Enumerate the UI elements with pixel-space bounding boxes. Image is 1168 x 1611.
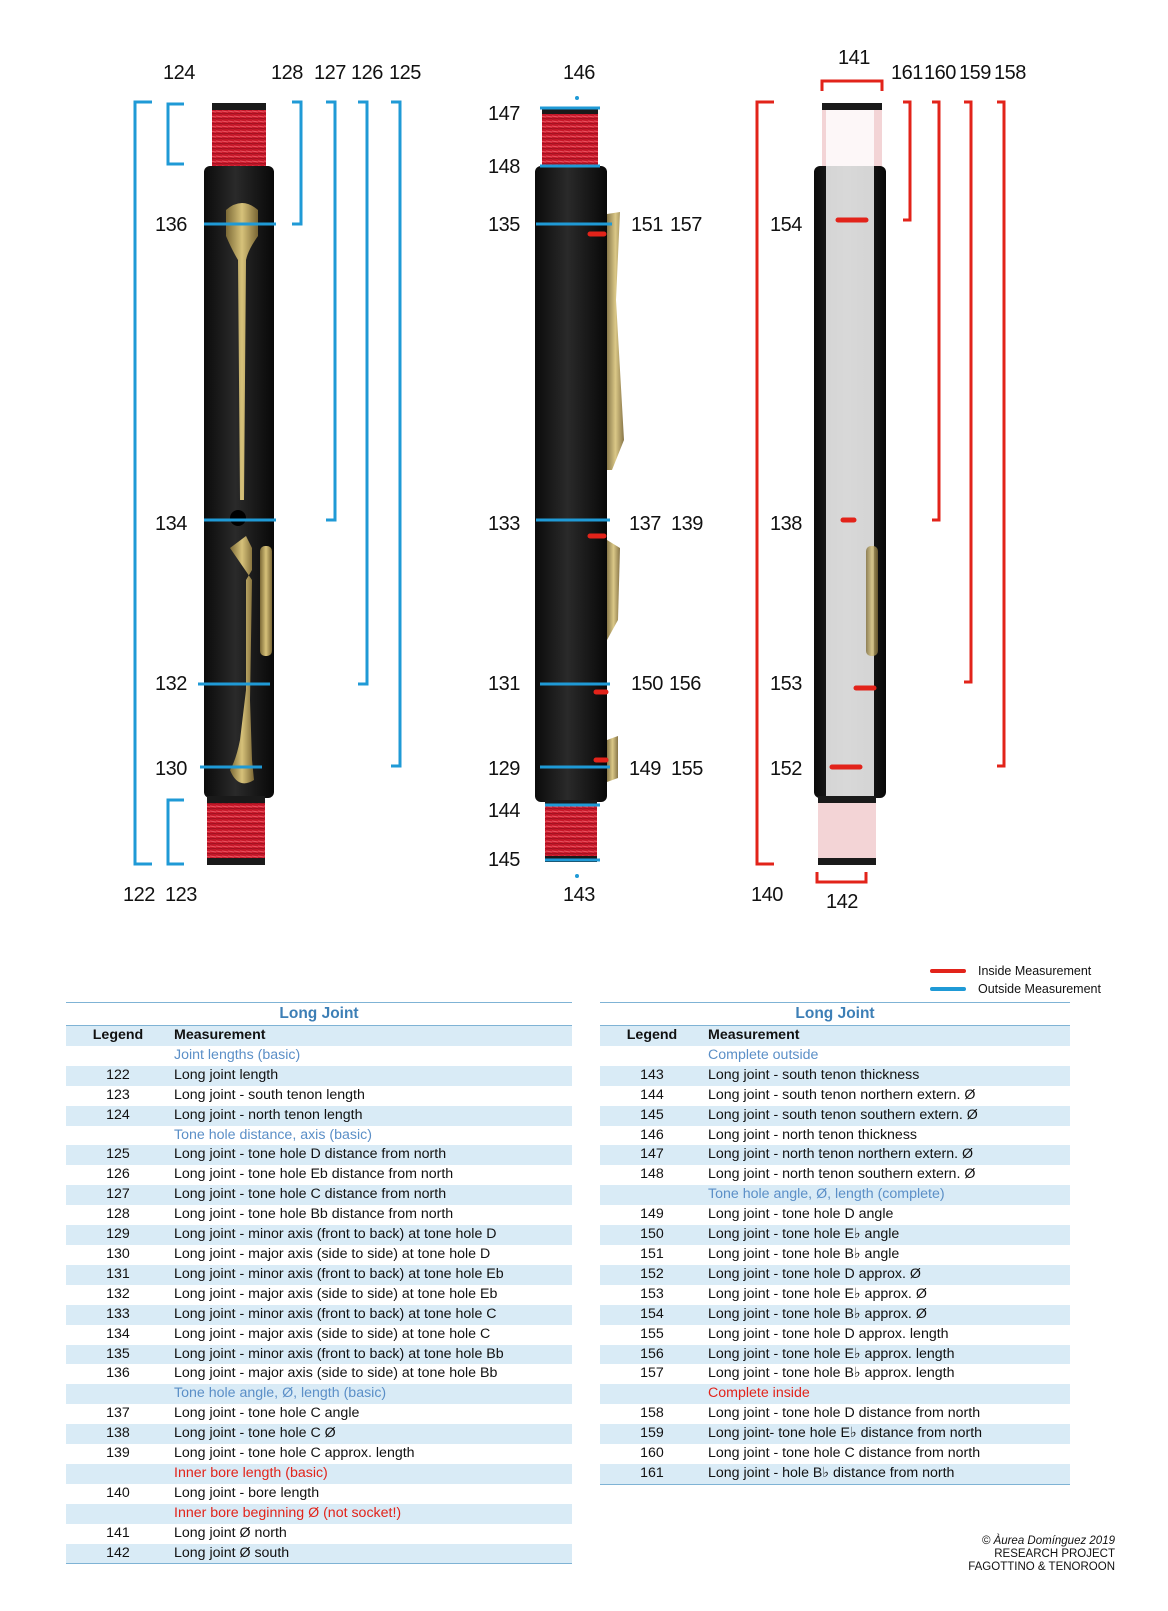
row-legend: 137: [106, 1405, 130, 1422]
label-157: 157: [670, 214, 702, 236]
joint-inside-view: [814, 103, 886, 865]
table-row: [600, 1245, 1070, 1265]
table-row: [600, 1086, 1070, 1106]
row-measurement: Joint lengths (basic): [174, 1046, 301, 1063]
row-legend: 158: [640, 1405, 664, 1422]
table-row: [66, 1404, 572, 1424]
row-legend: [66, 1504, 170, 1524]
row-legend: 150: [600, 1225, 704, 1245]
inside-swatch: [930, 969, 966, 973]
row-measurement: Long joint - bore length: [174, 1484, 320, 1501]
legend-outside: [930, 980, 1101, 998]
row-legend: 146: [640, 1126, 664, 1143]
row-legend: 125: [66, 1145, 170, 1165]
label-141: 141: [838, 47, 870, 69]
label-142: 142: [826, 891, 858, 913]
row-legend: 131: [66, 1265, 170, 1285]
row-legend: 160: [640, 1445, 664, 1462]
table-row: [600, 1424, 1070, 1444]
row-legend: 141: [106, 1524, 130, 1541]
table-right: [600, 1002, 1070, 1485]
label-133: 133: [488, 513, 520, 535]
copyright-line-2: RESEARCH PROJECT: [994, 1548, 1115, 1560]
row-legend: 132: [106, 1285, 130, 1302]
table-row: [600, 1444, 1070, 1464]
row-measurement: Long joint - tone hole B♭ angle: [708, 1245, 900, 1262]
row-measurement: Long joint Ø north: [174, 1524, 287, 1541]
label-135: 135: [488, 214, 520, 236]
table-row: [66, 1345, 572, 1365]
table-row: [66, 1484, 572, 1504]
outside-swatch: [930, 987, 966, 991]
label-149: 149: [629, 758, 661, 780]
row-legend: [66, 1046, 170, 1066]
label-147: 147: [488, 103, 520, 125]
table-row: [66, 1524, 572, 1544]
table-row: [66, 1265, 572, 1285]
row-legend: [66, 1126, 170, 1146]
table-row: [66, 1225, 572, 1245]
row-legend: 140: [106, 1484, 130, 1501]
row-measurement: Long joint Ø south: [170, 1544, 572, 1564]
row-measurement: Long joint - tone hole E♭ angle: [704, 1225, 1070, 1245]
table-row: [66, 1245, 572, 1265]
label-159: 159: [959, 62, 991, 84]
table-right-title: Long Joint: [600, 1002, 1070, 1025]
table-row: [600, 1265, 1070, 1285]
table-left-body: [66, 1046, 572, 1564]
table-right-body: [600, 1046, 1070, 1484]
table-row: [600, 1464, 1070, 1484]
table-row: [600, 1404, 1070, 1424]
table-left-header: [66, 1026, 572, 1046]
row-legend: [600, 1046, 704, 1066]
table-row: [600, 1106, 1070, 1126]
joint-front-view: [204, 103, 274, 865]
table-row: [600, 1285, 1070, 1305]
row-measurement: Long joint - south tenon southern extern. Ø: [704, 1106, 1070, 1126]
col-legend: Legend: [600, 1026, 704, 1046]
row-legend: 148: [640, 1166, 664, 1183]
row-measurement: Tone hole angle, Ø, length (basic): [170, 1384, 572, 1404]
table-right-grid: [600, 1025, 1070, 1485]
row-measurement: Long joint - tone hole D distance from north: [170, 1145, 572, 1165]
row-measurement: Long joint - hole B♭ distance from north: [704, 1464, 1070, 1484]
label-146: 146: [563, 62, 595, 84]
table-row: [66, 1185, 572, 1205]
table-row: [66, 1106, 572, 1126]
row-legend: 123: [106, 1086, 130, 1103]
row-measurement: Long joint - major axis (side to side) at tone hole C: [174, 1325, 491, 1342]
table-row: [600, 1305, 1070, 1325]
row-measurement: Complete inside: [704, 1384, 1070, 1404]
row-measurement: Long joint - tone hole D approx. length: [708, 1325, 949, 1342]
label-122: 122: [123, 884, 155, 906]
table-row: [66, 1504, 572, 1524]
label-137: 137: [629, 513, 661, 535]
row-legend: 147: [600, 1145, 704, 1165]
table-row: [66, 1384, 572, 1404]
table-row: [66, 1086, 572, 1106]
legend-inside-label: Inside Measurement: [978, 964, 1092, 978]
table-row: [66, 1066, 572, 1086]
row-legend: 138: [66, 1424, 170, 1444]
row-legend: [600, 1384, 704, 1404]
table-row: [66, 1145, 572, 1165]
row-measurement: Long joint - minor axis (front to back) at tone hole Eb: [170, 1265, 572, 1285]
table-left-title: Long Joint: [66, 1002, 572, 1025]
row-measurement: Long joint - major axis (side to side) at tone hole Eb: [174, 1285, 498, 1302]
table-right-header: [600, 1026, 1070, 1046]
row-legend: 161: [600, 1464, 704, 1484]
row-legend: 136: [106, 1365, 130, 1382]
row-measurement: Long joint - south tenon thickness: [704, 1066, 1070, 1086]
table-left: [66, 1002, 572, 1564]
label-153: 153: [770, 673, 802, 695]
row-measurement: Long joint - tone hole D approx. Ø: [704, 1265, 1070, 1285]
row-measurement: Long joint - tone hole Bb distance from north: [174, 1206, 454, 1223]
row-legend: 155: [640, 1325, 664, 1342]
label-132: 132: [155, 673, 187, 695]
copyright: [940, 1535, 1115, 1574]
row-legend: 144: [640, 1086, 664, 1103]
table-row: [600, 1046, 1070, 1066]
label-143: 143: [563, 884, 595, 906]
table-row: [66, 1444, 572, 1464]
row-legend: 157: [640, 1365, 664, 1382]
label-131: 131: [488, 673, 520, 695]
row-measurement: Long joint - tone hole C approx. length: [174, 1445, 415, 1462]
row-legend: [600, 1185, 704, 1205]
row-measurement: Long joint - tone hole E♭ approx. length: [704, 1345, 1070, 1365]
row-legend: 154: [600, 1305, 704, 1325]
row-measurement: Long joint - south tenon length: [174, 1086, 365, 1103]
label-138: 138: [770, 513, 802, 535]
row-measurement: Long joint length: [170, 1066, 572, 1086]
table-row: [66, 1325, 572, 1345]
table-left-grid: [66, 1025, 572, 1564]
row-legend: 153: [640, 1285, 664, 1302]
row-measurement: Long joint - tone hole C distance from north: [170, 1185, 572, 1205]
row-measurement: Long joint - tone hole Eb distance from north: [174, 1166, 454, 1183]
copyright-line-3: FAGOTTINO & TENOROON: [968, 1561, 1115, 1573]
row-measurement: Tone hole distance, axis (basic): [174, 1126, 372, 1143]
row-legend: 129: [66, 1225, 170, 1245]
label-126: 126: [351, 62, 383, 84]
label-140: 140: [751, 884, 783, 906]
label-155: 155: [671, 758, 703, 780]
row-legend: 159: [600, 1424, 704, 1444]
row-measurement: Long joint - north tenon thickness: [708, 1126, 918, 1143]
table-row: [66, 1364, 572, 1384]
label-148: 148: [488, 156, 520, 178]
row-legend: 143: [600, 1066, 704, 1086]
label-158: 158: [994, 62, 1026, 84]
label-128: 128: [271, 62, 303, 84]
table-row: [66, 1424, 572, 1444]
table-row: [600, 1066, 1070, 1086]
label-154: 154: [770, 214, 802, 236]
row-legend: 139: [106, 1445, 130, 1462]
label-144: 144: [488, 800, 520, 822]
row-legend: 151: [640, 1245, 664, 1262]
copyright-line-1: © Àurea Domínguez 2019: [981, 1535, 1115, 1547]
row-legend: 149: [640, 1206, 664, 1223]
label-127: 127: [314, 62, 346, 84]
row-legend: 142: [66, 1544, 170, 1564]
row-measurement: Inner bore length (basic): [170, 1464, 572, 1484]
row-measurement: Long joint - north tenon northern extern. Ø: [704, 1145, 1070, 1165]
table-row: [600, 1384, 1070, 1404]
table-row: [600, 1126, 1070, 1146]
row-measurement: Long joint - tone hole B♭ approx. Ø: [704, 1305, 1070, 1325]
row-measurement: Long joint - major axis (side to side) at tone hole Bb: [174, 1365, 498, 1382]
table-row: [600, 1205, 1070, 1225]
joint-side-view: [535, 108, 624, 862]
row-measurement: Inner bore beginning Ø (not socket!): [170, 1504, 572, 1524]
label-125: 125: [389, 62, 421, 84]
row-legend: 126: [106, 1166, 130, 1183]
row-measurement: Long joint - north tenon length: [170, 1106, 572, 1126]
row-measurement: Long joint - tone hole C angle: [174, 1405, 360, 1422]
row-measurement: Long joint - tone hole D angle: [708, 1206, 894, 1223]
table-row: [66, 1165, 572, 1185]
label-152: 152: [770, 758, 802, 780]
table-row: [600, 1185, 1070, 1205]
row-measurement: Long joint - minor axis (front to back) at tone hole Bb: [170, 1345, 572, 1365]
label-130: 130: [155, 758, 187, 780]
row-measurement: Long joint - south tenon northern extern. Ø: [708, 1086, 976, 1103]
row-legend: 130: [106, 1245, 130, 1262]
table-row: [600, 1145, 1070, 1165]
col-measurement: Measurement: [704, 1026, 1070, 1046]
row-legend: 145: [600, 1106, 704, 1126]
row-measurement: Long joint - tone hole B♭ approx. length: [708, 1365, 955, 1382]
row-legend: [66, 1464, 170, 1484]
table-row: [66, 1464, 572, 1484]
row-legend: 122: [66, 1066, 170, 1086]
row-measurement: Long joint - tone hole C distance from north: [708, 1445, 981, 1462]
label-124: 124: [163, 62, 195, 84]
row-measurement: Long joint - tone hole E♭ approx. Ø: [708, 1285, 927, 1302]
row-measurement: Tone hole angle, Ø, length (complete): [704, 1185, 1070, 1205]
row-legend: 128: [106, 1206, 130, 1223]
label-136: 136: [155, 214, 187, 236]
label-151: 151: [631, 214, 663, 236]
row-measurement: Long joint - minor axis (front to back) at tone hole D: [170, 1225, 572, 1245]
table-row: [600, 1325, 1070, 1345]
row-measurement: Long joint - tone hole C Ø: [170, 1424, 572, 1444]
table-row: [600, 1165, 1070, 1185]
row-legend: [66, 1384, 170, 1404]
col-legend: Legend: [66, 1026, 170, 1046]
table-row: [600, 1345, 1070, 1365]
label-139: 139: [671, 513, 703, 535]
row-measurement: Long joint- tone hole E♭ distance from north: [704, 1424, 1070, 1444]
table-row: [66, 1126, 572, 1146]
row-legend: 133: [66, 1305, 170, 1325]
legend-outside-label: Outside Measurement: [978, 982, 1101, 996]
label-129: 129: [488, 758, 520, 780]
measurement-legend: [930, 962, 1101, 998]
row-measurement: Complete outside: [708, 1046, 819, 1063]
table-row: [66, 1205, 572, 1225]
table-row: [66, 1285, 572, 1305]
label-134: 134: [155, 513, 187, 535]
col-measurement: Measurement: [170, 1026, 572, 1046]
row-measurement: Long joint - minor axis (front to back) at tone hole C: [170, 1305, 572, 1325]
table-row: [66, 1305, 572, 1325]
row-measurement: Long joint - north tenon southern extern. Ø: [708, 1166, 976, 1183]
label-160: 160: [924, 62, 956, 84]
row-legend: 134: [106, 1325, 130, 1342]
table-row: [66, 1544, 572, 1564]
label-156: 156: [669, 673, 701, 695]
label-145: 145: [488, 849, 520, 871]
row-legend: 135: [66, 1345, 170, 1365]
label-161: 161: [891, 62, 923, 84]
table-row: [600, 1364, 1070, 1384]
row-legend: 124: [66, 1106, 170, 1126]
row-legend: 152: [600, 1265, 704, 1285]
row-legend: 156: [600, 1345, 704, 1365]
row-legend: 127: [66, 1185, 170, 1205]
table-row: [66, 1046, 572, 1066]
legend-inside: [930, 962, 1101, 980]
row-measurement: Long joint - major axis (side to side) at tone hole D: [174, 1245, 491, 1262]
label-123: 123: [165, 884, 197, 906]
label-150: 150: [631, 673, 663, 695]
row-measurement: Long joint - tone hole D distance from north: [708, 1405, 981, 1422]
table-row: [600, 1225, 1070, 1245]
